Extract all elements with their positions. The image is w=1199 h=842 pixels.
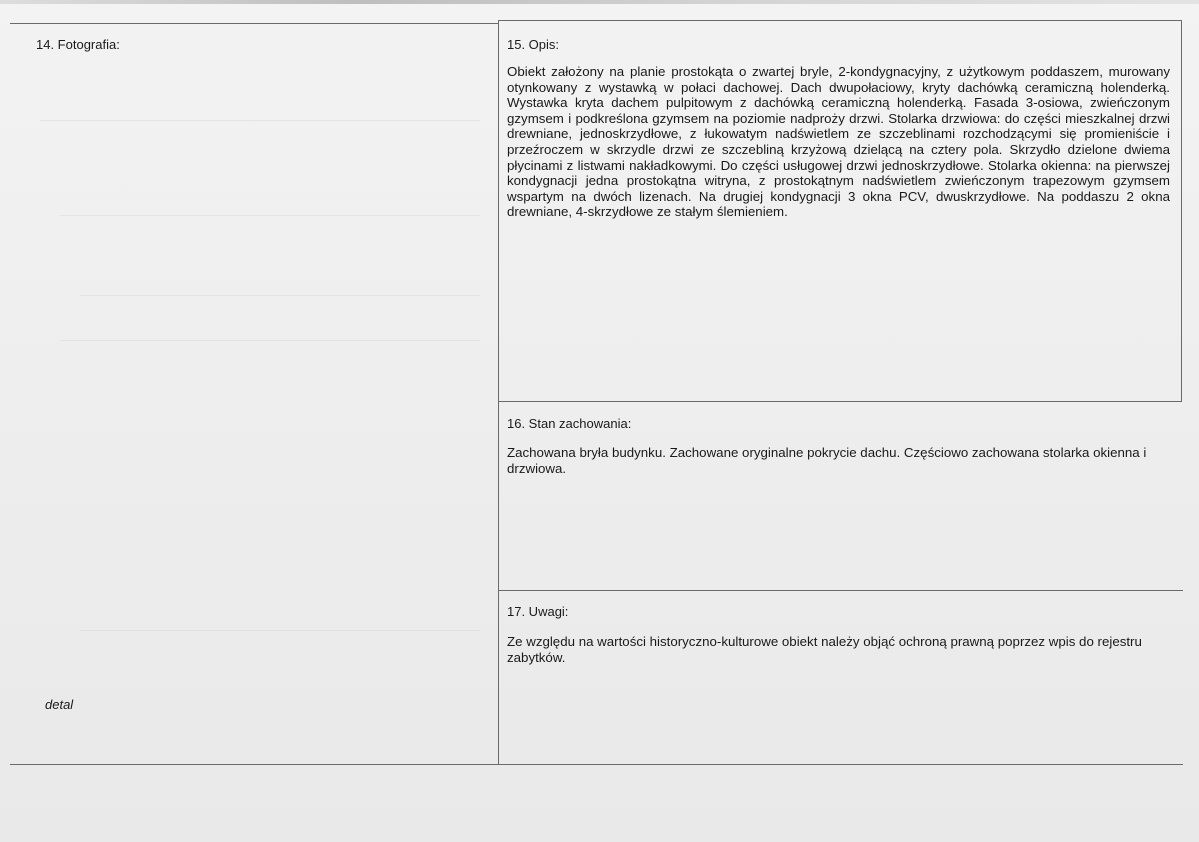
scan-artifact bbox=[60, 215, 480, 216]
opis-bottom-border bbox=[498, 401, 1182, 402]
opis-right-border bbox=[1181, 20, 1182, 402]
uwagi-label: 17. Uwagi: bbox=[507, 604, 569, 619]
photo-label: 14. Fotografia: bbox=[36, 37, 120, 52]
opis-label: 15. Opis: bbox=[507, 37, 560, 52]
uwagi-text: Ze względu na wartości historyczno-kulturowe obiekt należy objąć ochroną prawną poprzez wpis do rejestru zabytków. bbox=[507, 634, 1142, 665]
scan-artifact bbox=[80, 295, 480, 296]
stan-text: Zachowana bryła budynku. Zachowane oryginalne pokrycie dachu. Częściowo zachowana stolarka okienna i drzwiowa. bbox=[507, 445, 1147, 476]
table-bottom-border bbox=[10, 764, 1183, 765]
scan-top-edge bbox=[0, 0, 1199, 4]
photo-top-border bbox=[10, 23, 499, 24]
scan-artifact bbox=[60, 340, 480, 341]
scan-artifact bbox=[40, 120, 480, 121]
scan-artifact bbox=[80, 630, 480, 631]
opis-top-border bbox=[498, 20, 1182, 21]
opis-text: Obiekt założony na planie prostokąta o zwartej bryle, 2-kondygnacyjny, z użytkowym poddaszem, murowany otynkowany z wystawką w połaci dachowej. Dach dwupołaciowy, kryty dachówką ceramiczną holenderką. Wystawka kryta dachem pulpitowym z dachówką ceramiczną holenderką. Fasada 3-osiowa, zwieńczonym gzymsem i podkreślona gzymsem na poziomie nadproży drzwi. Stolarka drzwiowa: do części mieszkalnej drzwi drewniane, jednoskrzydłowe, z łukowatym nadświetlem ze szczeblinami rozchodzącymi się promieniście i przeźroczem w skrzydle drzwi ze szczebliną krzyżową dzielącą na cztery pola. Skrzydło dzielone dwiema płycinami z listwami nakładkowymi. Do części usługowej drzwi jednoskrzydłowe. Stolarka okienna: na pierwszej kondygnacji jedna prostokątna witryna, z prostokątnym nadświetlem zwieńczonym trapezowym gzymsem wspartym na dwóch lizenach. Na drugiej kondygnacji 3 okna PCV, dwuskrzydłowe. Na poddaszu 2 okna drewniane, 4-skrzydłowe ze stałym ślemieniem. bbox=[507, 64, 1170, 220]
stan-bottom-border bbox=[498, 590, 1183, 591]
photo-caption: detal bbox=[45, 697, 74, 712]
stan-label: 16. Stan zachowania: bbox=[507, 416, 632, 431]
column-divider bbox=[498, 20, 499, 765]
